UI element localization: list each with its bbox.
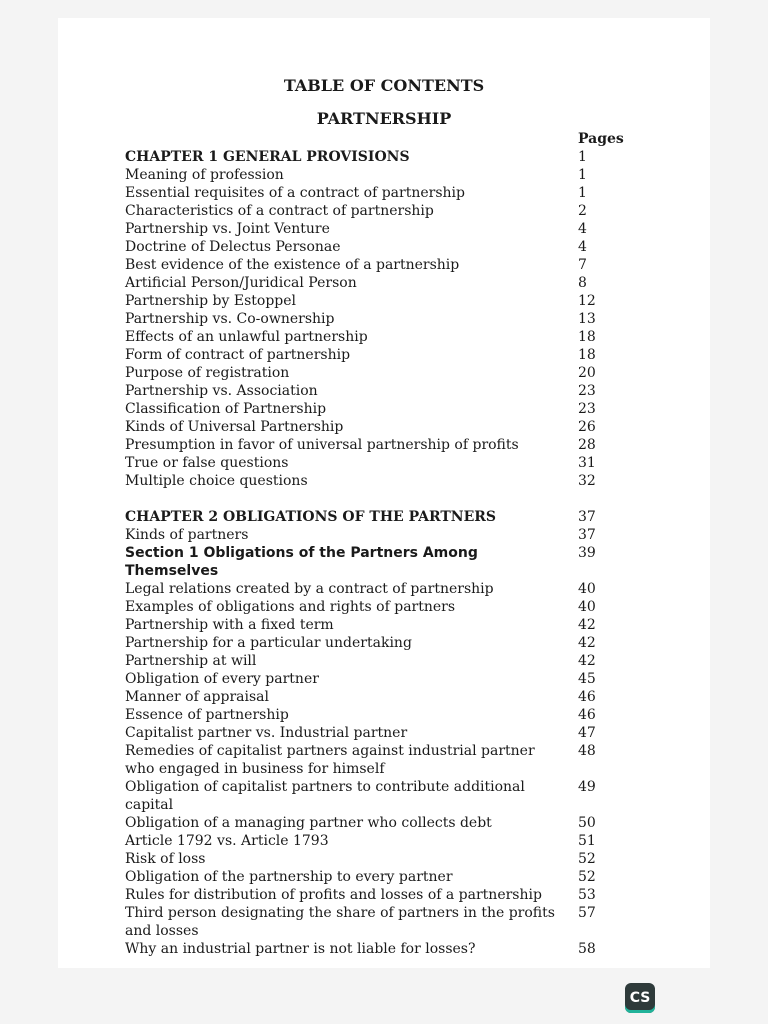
toc-entry-title: Obligation of the partnership to every partner bbox=[125, 869, 453, 885]
chapter-heading-title: CHAPTER 2 OBLIGATIONS OF THE PARTNERS bbox=[125, 509, 496, 525]
toc-entry-title: Third person designating the share of partners in the profits and losses bbox=[125, 905, 555, 939]
toc-entry-page: 52 bbox=[578, 869, 596, 885]
section-heading-page: 39 bbox=[578, 545, 596, 561]
toc-entry-title: Why an industrial partner is not liable for losses? bbox=[125, 941, 476, 957]
toc-entry-title: Purpose of registration bbox=[125, 365, 290, 381]
toc-entry-page: 52 bbox=[578, 851, 596, 867]
toc-entry-title: Partnership with a fixed term bbox=[125, 617, 334, 633]
toc-entry-page: 1 bbox=[578, 185, 587, 201]
toc-entry-title: Partnership vs. Association bbox=[125, 383, 318, 399]
toc-entry-title: Manner of appraisal bbox=[125, 689, 269, 705]
chapter-2-section bbox=[125, 508, 600, 958]
toc-entry-title: Form of contract of partnership bbox=[125, 347, 351, 363]
toc-entry bbox=[125, 328, 600, 346]
toc-entry-title: Kinds of partners bbox=[125, 527, 249, 543]
toc-entry bbox=[125, 940, 600, 958]
toc-entry-page: 4 bbox=[578, 221, 587, 237]
toc-entry bbox=[125, 382, 600, 400]
toc-entry-page: 13 bbox=[578, 311, 596, 327]
toc-entry-title: Article 1792 vs. Article 1793 bbox=[125, 833, 329, 849]
toc-entry-page: 45 bbox=[578, 671, 596, 687]
toc-entry bbox=[125, 652, 600, 670]
toc-entry bbox=[125, 220, 600, 238]
toc-entry-title: Risk of loss bbox=[125, 851, 206, 867]
toc-entry-page: 50 bbox=[578, 815, 596, 831]
toc-entry-page: 28 bbox=[578, 437, 596, 453]
toc-entry bbox=[125, 724, 600, 742]
toc-entry-page: 48 bbox=[578, 743, 596, 759]
toc-entry-page: 42 bbox=[578, 617, 596, 633]
toc-entry bbox=[125, 670, 600, 688]
toc-entry-page: 2 bbox=[578, 203, 587, 219]
toc-entry-page: 18 bbox=[578, 329, 596, 345]
toc-entry-page: 20 bbox=[578, 365, 596, 381]
section-heading bbox=[125, 544, 600, 580]
chapter-heading-title: CHAPTER 1 GENERAL PROVISIONS bbox=[125, 149, 410, 165]
toc-entry-title: Essence of partnership bbox=[125, 707, 289, 723]
toc-entry-page: 37 bbox=[578, 527, 596, 543]
toc-entry bbox=[125, 526, 600, 544]
toc-entry-title: Examples of obligations and rights of partners bbox=[125, 599, 456, 615]
toc-entry-title: Obligation of a managing partner who collects debt bbox=[125, 815, 492, 831]
toc-entry-list bbox=[125, 166, 600, 490]
toc-entry-title: Partnership vs. Joint Venture bbox=[125, 221, 330, 237]
toc-entry-page: 1 bbox=[578, 167, 587, 183]
toc-entry-title: True or false questions bbox=[125, 455, 289, 471]
toc-entry-page: 32 bbox=[578, 473, 596, 489]
toc-entry bbox=[125, 688, 600, 706]
toc-entry-page: 40 bbox=[578, 599, 596, 615]
toc-entry-title: Obligation of every partner bbox=[125, 671, 319, 687]
chapter-heading-page: 1 bbox=[578, 149, 587, 165]
pages-column-header: Pages bbox=[578, 131, 624, 147]
camscanner-logo-badge: CS bbox=[625, 983, 655, 1013]
toc-entry-page: 47 bbox=[578, 725, 596, 741]
toc-entry bbox=[125, 742, 600, 778]
toc-entry bbox=[125, 598, 600, 616]
toc-entry bbox=[125, 580, 600, 598]
toc-entry-page: 7 bbox=[578, 257, 587, 273]
toc-entry-page: 49 bbox=[578, 779, 596, 795]
toc-entry-page: 53 bbox=[578, 887, 596, 903]
toc-entry bbox=[125, 778, 600, 814]
toc-entry bbox=[125, 868, 600, 886]
toc-entry bbox=[125, 472, 600, 490]
toc-entry-title: Essential requisites of a contract of partnership bbox=[125, 185, 465, 201]
toc-entry-list bbox=[125, 526, 600, 544]
toc-entry-page: 42 bbox=[578, 635, 596, 651]
toc-entry-title: Capitalist partner vs. Industrial partner bbox=[125, 725, 408, 741]
toc-entry bbox=[125, 616, 600, 634]
toc-entry-page: 40 bbox=[578, 581, 596, 597]
toc-entry bbox=[125, 346, 600, 364]
toc-entry-title: Presumption in favor of universal partnership of profits bbox=[125, 437, 519, 453]
toc-entry bbox=[125, 166, 600, 184]
toc-entry bbox=[125, 202, 600, 220]
toc-entry-page: 57 bbox=[578, 905, 596, 921]
toc-entry-title: Artificial Person/Juridical Person bbox=[125, 275, 357, 291]
toc-entry bbox=[125, 886, 600, 904]
document-subtitle: PARTNERSHIP bbox=[316, 109, 452, 128]
toc-entry bbox=[125, 310, 600, 328]
toc-entry-title: Remedies of capitalist partners against industrial partner who engaged in business for himself bbox=[125, 743, 535, 777]
toc-entry bbox=[125, 400, 600, 418]
toc-entry-title: Multiple choice questions bbox=[125, 473, 308, 489]
toc-entry-page: 4 bbox=[578, 239, 587, 255]
toc-entry bbox=[125, 238, 600, 256]
chapter-heading bbox=[125, 508, 600, 526]
toc-entry-title: Effects of an unlawful partnership bbox=[125, 329, 368, 345]
toc-entry-page: 31 bbox=[578, 455, 596, 471]
toc-entry bbox=[125, 184, 600, 202]
toc-entry bbox=[125, 418, 600, 436]
toc-entry-title: Doctrine of Delectus Personae bbox=[125, 239, 341, 255]
toc-entry-page: 42 bbox=[578, 653, 596, 669]
toc-entry-title: Partnership for a particular undertaking bbox=[125, 635, 412, 651]
chapter-heading-page: 37 bbox=[578, 509, 596, 525]
toc-entry bbox=[125, 706, 600, 724]
toc-entry bbox=[125, 634, 600, 652]
toc-entry-title: Kinds of Universal Partnership bbox=[125, 419, 344, 435]
toc-entry-title: Classification of Partnership bbox=[125, 401, 327, 417]
toc-entry bbox=[125, 832, 600, 850]
toc-entry bbox=[125, 814, 600, 832]
toc-entry-title: Rules for distribution of profits and losses of a partnership bbox=[125, 887, 542, 903]
toc-entry-title: Obligation of capitalist partners to contribute additional capital bbox=[125, 779, 525, 813]
toc-entry-page: 12 bbox=[578, 293, 596, 309]
toc-entry bbox=[125, 256, 600, 274]
toc-entry-page: 46 bbox=[578, 707, 596, 723]
toc-entry bbox=[125, 850, 600, 868]
toc-entry-page: 26 bbox=[578, 419, 596, 435]
toc-entry bbox=[125, 274, 600, 292]
toc-entry-page: 58 bbox=[578, 941, 596, 957]
toc-entry-title: Best evidence of the existence of a partnership bbox=[125, 257, 460, 273]
toc-entry-page: 23 bbox=[578, 383, 596, 399]
toc-entry-title: Partnership by Estoppel bbox=[125, 293, 297, 309]
toc-entry bbox=[125, 292, 600, 310]
toc-entry bbox=[125, 454, 600, 472]
chapter-1-section bbox=[125, 148, 600, 490]
toc-entry-page: 46 bbox=[578, 689, 596, 705]
toc-entry bbox=[125, 436, 600, 454]
toc-entry-title: Characteristics of a contract of partnership bbox=[125, 203, 434, 219]
section-heading-title: Section 1 Obligations of the Partners Among Themselves bbox=[125, 545, 478, 579]
toc-entry-page: 51 bbox=[578, 833, 596, 849]
toc-entry-title: Partnership vs. Co-ownership bbox=[125, 311, 335, 327]
document-title: TABLE OF CONTENTS bbox=[283, 76, 485, 95]
toc-entry-page: 23 bbox=[578, 401, 596, 417]
toc-entry-page: 8 bbox=[578, 275, 587, 291]
toc-entry bbox=[125, 904, 600, 940]
toc-entry-title: Partnership at will bbox=[125, 653, 257, 669]
toc-entry-title: Legal relations created by a contract of partnership bbox=[125, 581, 494, 597]
toc-entry-title: Meaning of profession bbox=[125, 167, 284, 183]
toc-entry bbox=[125, 364, 600, 382]
toc-entry-list bbox=[125, 580, 600, 958]
toc-entry-page: 18 bbox=[578, 347, 596, 363]
chapter-heading bbox=[125, 148, 600, 166]
